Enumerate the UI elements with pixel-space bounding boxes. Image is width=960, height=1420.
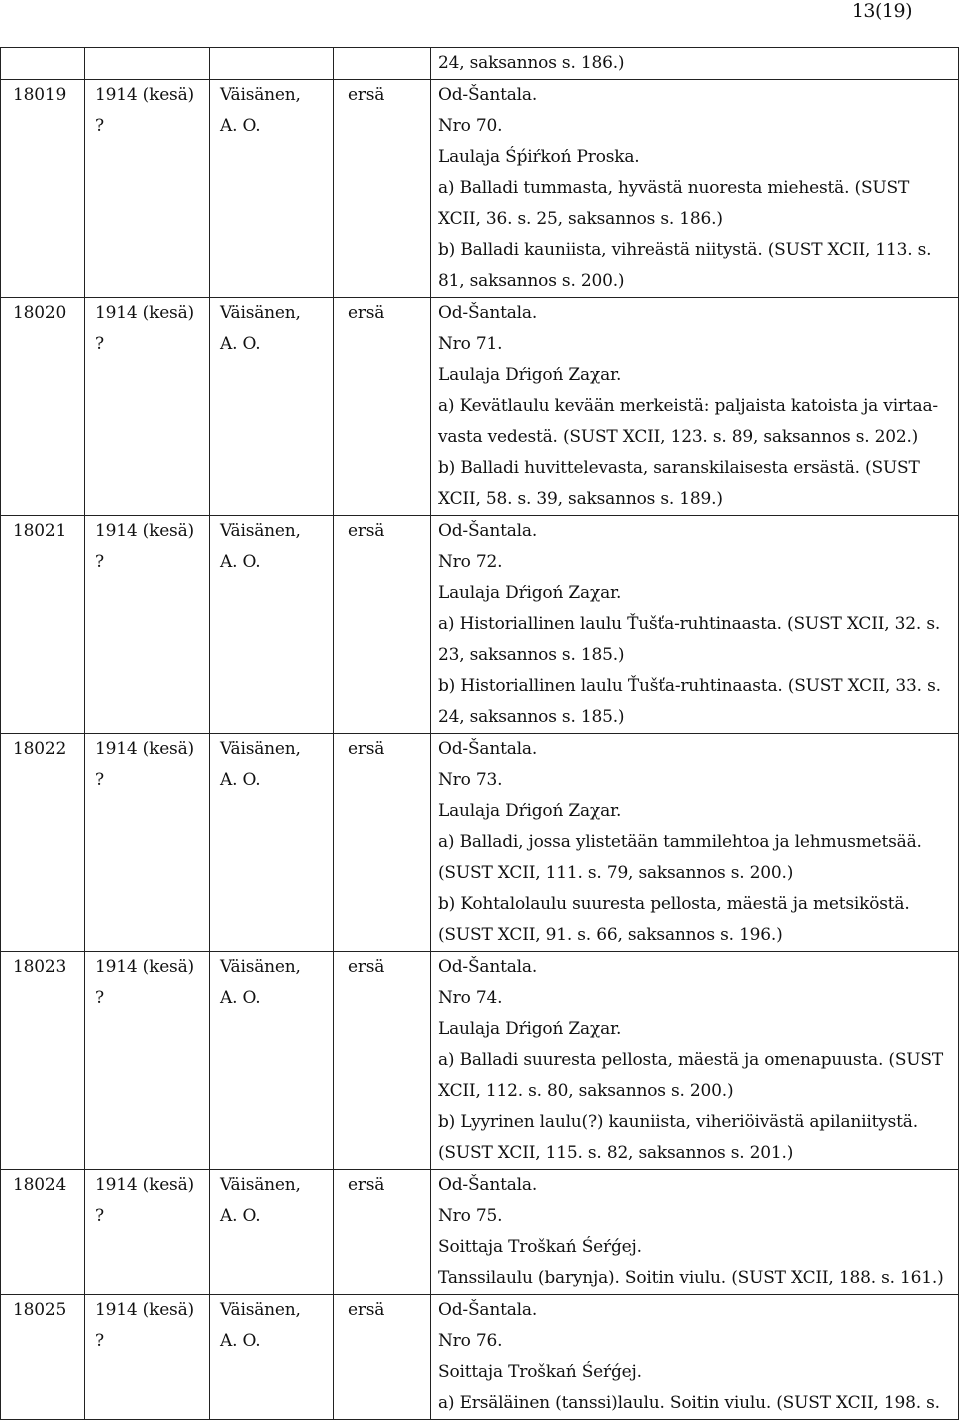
record-id: 18021 <box>13 521 67 541</box>
record-collector-line: A. O. <box>220 1331 261 1351</box>
page-number: 13(19) <box>851 0 912 22</box>
record-language: ersä <box>348 521 385 541</box>
description-line: a) Ersäläinen (tanssi)laulu. Soitin viulu. (SUST XCII, 198. s. <box>438 1393 940 1413</box>
description-line: b) Historiallinen laulu Ťušťa-ruhtinaasta. (SUST XCII, 33. s. <box>438 676 941 696</box>
description-line: (SUST XCII, 91. s. 66, saksannos s. 196.) <box>438 925 783 945</box>
record-date-cell <box>85 1295 210 1420</box>
record-date-line: 1914 (kesä) <box>95 1175 194 1195</box>
description-line: Od-Šantala. <box>438 1175 538 1195</box>
description-line: Od-Šantala. <box>438 739 538 759</box>
record-collector-line: Väisänen, <box>220 957 301 977</box>
record-collector-cell <box>210 516 334 734</box>
description-line: a) Historiallinen laulu Ťušťa-ruhtinaasta. (SUST XCII, 32. s. <box>438 614 941 634</box>
record-collector-cell <box>210 734 334 952</box>
record-date-line: ? <box>95 552 104 572</box>
description-line: Nro 76. <box>438 1331 503 1351</box>
description-line: Od-Šantala. <box>438 521 538 541</box>
description-line: Nro 75. <box>438 1206 503 1226</box>
description-line: Nro 73. <box>438 770 503 790</box>
description-line: Soittaja Troškań Śeŕǵej. <box>438 1237 642 1257</box>
continuation-row <box>1 48 959 80</box>
record-language-cell <box>334 516 431 734</box>
record-id-cell <box>1 516 85 734</box>
record-collector-line: Väisänen, <box>220 739 301 759</box>
record-description-cell <box>431 80 959 298</box>
records-body <box>1 48 959 1420</box>
description-line: Od-Šantala. <box>438 957 538 977</box>
record-date-cell <box>85 80 210 298</box>
record-collector-line: Väisänen, <box>220 1300 301 1320</box>
record-id: 18025 <box>13 1300 67 1320</box>
record-id: 18022 <box>13 739 67 759</box>
record-language-cell <box>334 1170 431 1295</box>
continuation-collector-cell <box>210 48 334 80</box>
description-line: vasta vedestä. (SUST XCII, 123. s. 89, saksannos s. 202.) <box>438 427 919 447</box>
description-line: Laulaja Dŕigoń Zaχar. <box>438 365 622 385</box>
record-description-cell <box>431 952 959 1170</box>
record-collector-line: A. O. <box>220 334 261 354</box>
record-id: 18020 <box>13 303 67 323</box>
record-language: ersä <box>348 1300 385 1320</box>
description-line: Laulaja Dŕigoń Zaχar. <box>438 801 622 821</box>
record-date-cell <box>85 1170 210 1295</box>
description-line: b) Balladi huvittelevasta, saranskilaisesta ersästä. (SUST <box>438 458 920 478</box>
record-collector-cell <box>210 298 334 516</box>
record-language-cell <box>334 952 431 1170</box>
record-collector-line: Väisänen, <box>220 521 301 541</box>
record-language: ersä <box>348 739 385 759</box>
record-row <box>1 952 959 1170</box>
record-date-line: ? <box>95 1331 104 1351</box>
record-description-cell <box>431 298 959 516</box>
description-line: (SUST XCII, 111. s. 79, saksannos s. 200.) <box>438 863 794 883</box>
description-line: 23, saksannos s. 185.) <box>438 645 625 665</box>
description-line: Laulaja Dŕigoń Zaχar. <box>438 1019 622 1039</box>
record-date-line: ? <box>95 334 104 354</box>
record-date-line: 1914 (kesä) <box>95 85 194 105</box>
record-collector-line: A. O. <box>220 1206 261 1226</box>
record-language-cell <box>334 80 431 298</box>
record-collector-cell <box>210 1295 334 1420</box>
record-collector-line: Väisänen, <box>220 303 301 323</box>
record-row <box>1 80 959 298</box>
record-row <box>1 516 959 734</box>
continuation-description-cell <box>431 48 959 80</box>
record-collector-cell <box>210 80 334 298</box>
record-id: 18019 <box>13 85 67 105</box>
description-line: Nro 72. <box>438 552 503 572</box>
record-collector-line: A. O. <box>220 988 261 1008</box>
description-line: Od-Šantala. <box>438 303 538 323</box>
record-date-cell <box>85 952 210 1170</box>
record-date-line: 1914 (kesä) <box>95 739 194 759</box>
description-line: Laulaja Dŕigoń Zaχar. <box>438 583 622 603</box>
record-id: 18023 <box>13 957 67 977</box>
description-line: XCII, 36. s. 25, saksannos s. 186.) <box>438 209 723 229</box>
continuation-language-cell <box>334 48 431 80</box>
record-row <box>1 1295 959 1420</box>
record-row <box>1 1170 959 1295</box>
record-date-line: 1914 (kesä) <box>95 303 194 323</box>
record-row <box>1 734 959 952</box>
record-date-line: ? <box>95 770 104 790</box>
record-language-cell <box>334 1295 431 1420</box>
record-date-cell <box>85 734 210 952</box>
description-line: Nro 74. <box>438 988 503 1008</box>
record-description-cell <box>431 516 959 734</box>
record-id-cell <box>1 1295 85 1420</box>
description-line: Od-Šantala. <box>438 1300 538 1320</box>
description-line: Od-Šantala. <box>438 85 538 105</box>
record-date-line: 1914 (kesä) <box>95 521 194 541</box>
description-line: (SUST XCII, 115. s. 82, saksannos s. 201.) <box>438 1143 794 1163</box>
record-language: ersä <box>348 1175 385 1195</box>
record-description-cell <box>431 734 959 952</box>
description-line: Soittaja Troškań Śeŕǵej. <box>438 1362 642 1382</box>
record-date-line: 1914 (kesä) <box>95 1300 194 1320</box>
description-line: a) Balladi tummasta, hyvästä nuoresta miehestä. (SUST <box>438 178 910 198</box>
description-line: Nro 71. <box>438 334 503 354</box>
description-line: a) Kevätlaulu kevään merkeistä: paljaista katoista ja virtaa- <box>438 396 938 416</box>
record-collector-line: Väisänen, <box>220 85 301 105</box>
description-line: Nro 70. <box>438 116 503 136</box>
record-collector-line: A. O. <box>220 552 261 572</box>
record-id-cell <box>1 1170 85 1295</box>
record-date-cell <box>85 298 210 516</box>
record-language-cell <box>334 298 431 516</box>
record-description-cell <box>431 1170 959 1295</box>
record-date-line: ? <box>95 116 104 136</box>
description-line: 24, saksannos s. 185.) <box>438 707 625 727</box>
record-language-cell <box>334 734 431 952</box>
record-language: ersä <box>348 85 385 105</box>
description-line: b) Balladi kauniista, vihreästä niitystä. (SUST XCII, 113. s. <box>438 240 932 260</box>
record-id-cell <box>1 952 85 1170</box>
description-line: 81, saksannos s. 200.) <box>438 271 625 291</box>
record-id-cell <box>1 734 85 952</box>
record-date-cell <box>85 516 210 734</box>
record-collector-cell <box>210 952 334 1170</box>
description-line: b) Lyyrinen laulu(?) kauniista, viheriöivästä apilaniitystä. <box>438 1112 918 1132</box>
record-id-cell <box>1 80 85 298</box>
record-date-line: ? <box>95 1206 104 1226</box>
record-row <box>1 298 959 516</box>
record-collector-line: Väisänen, <box>220 1175 301 1195</box>
description-line: XCII, 112. s. 80, saksannos s. 200.) <box>438 1081 734 1101</box>
record-date-line: 1914 (kesä) <box>95 957 194 977</box>
continuation-date-cell <box>85 48 210 80</box>
record-id: 18024 <box>13 1175 67 1195</box>
record-collector-cell <box>210 1170 334 1295</box>
record-description-cell <box>431 1295 959 1420</box>
description-line: Laulaja Śṕiŕkoń Proska. <box>438 147 640 167</box>
record-date-line: ? <box>95 988 104 1008</box>
description-line: b) Kohtalolaulu suuresta pellosta, mäestä ja metsiköstä. <box>438 894 910 914</box>
description-line: 24, saksannos s. 186.) <box>438 53 625 73</box>
record-collector-line: A. O. <box>220 770 261 790</box>
description-line: a) Balladi suuresta pellosta, mäestä ja omenapuusta. (SUST <box>438 1050 943 1070</box>
record-collector-line: A. O. <box>220 116 261 136</box>
description-line: XCII, 58. s. 39, saksannos s. 189.) <box>438 489 723 509</box>
description-line: Tanssilaulu (barynja). Soitin viulu. (SUST XCII, 188. s. 161.) <box>438 1268 944 1288</box>
continuation-id-cell <box>1 48 85 80</box>
record-language: ersä <box>348 303 385 323</box>
description-line: a) Balladi, jossa ylistetään tammilehtoa ja lehmusmetsää. <box>438 832 922 852</box>
records-table <box>0 47 959 1420</box>
record-id-cell <box>1 298 85 516</box>
record-language: ersä <box>348 957 385 977</box>
